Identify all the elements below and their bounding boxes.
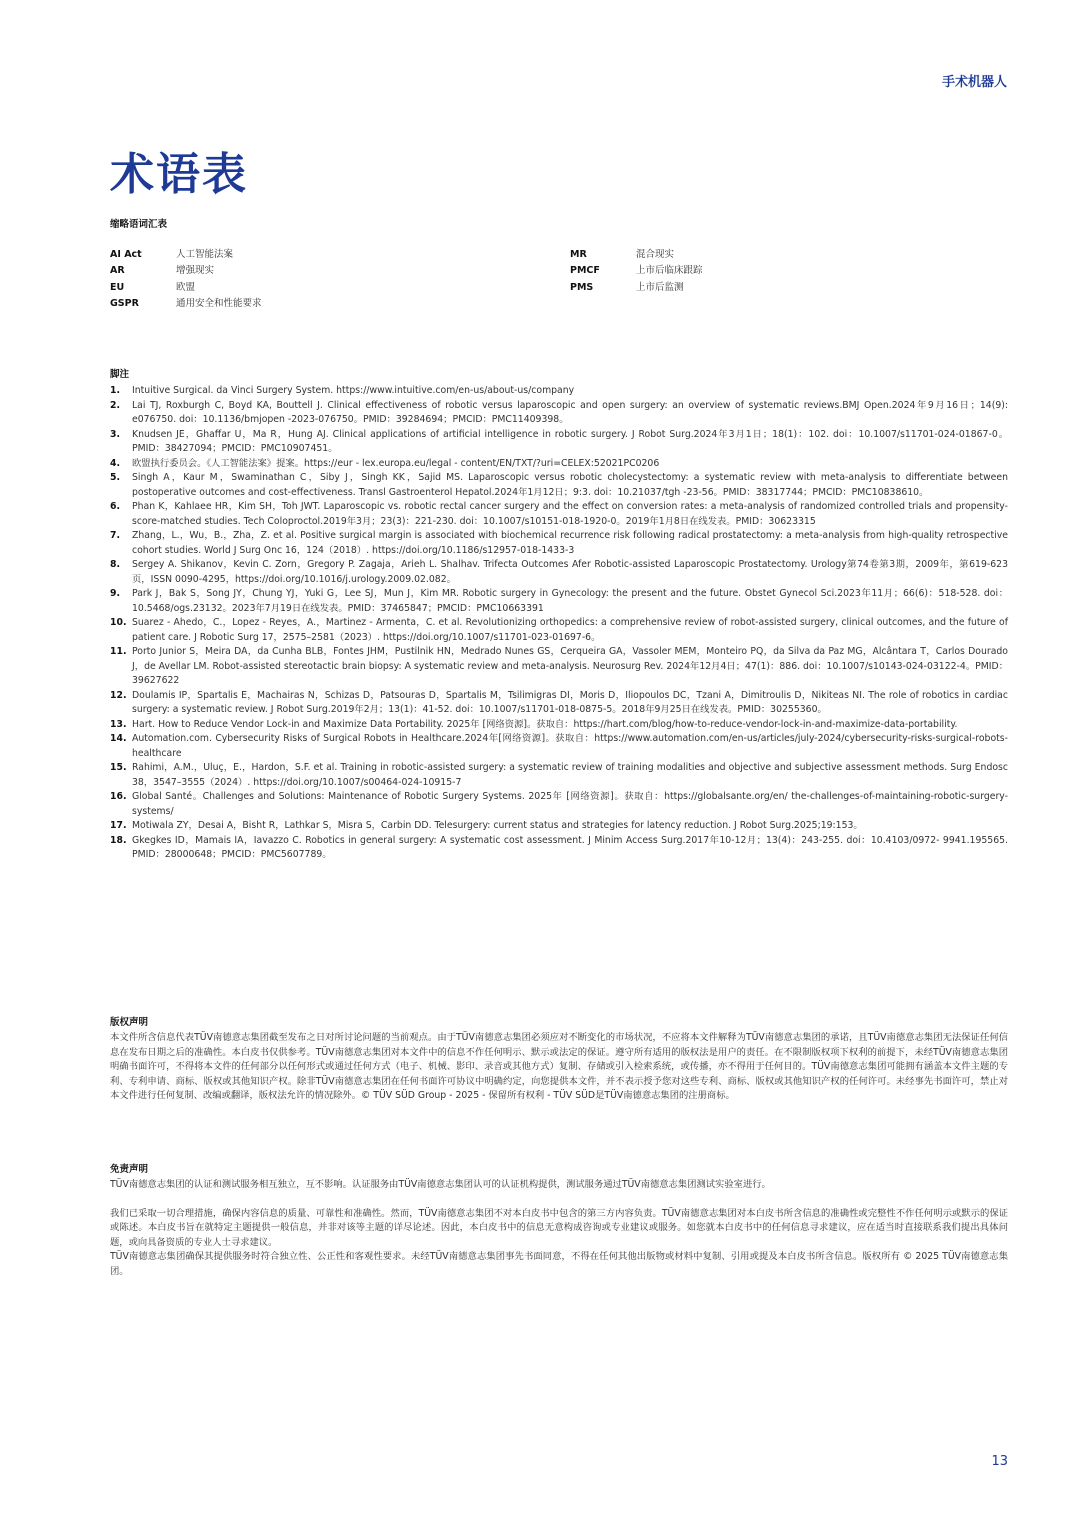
footnote-item [110,732,1008,761]
footnote-text: Suarez - Ahedo，C.，Lopez - Reyes，A.，Martinez - Armenta，C. et al. Revolutionizing orthopedics: a comprehensive review of robot-assisted surgery, clinical outcomes, and the future of patient care. J Robotic Surg 17，2575–2581（2023）. https://doi.org/10.1007/s11701-023-01697-6。 [132,617,1008,643]
footnote-number: 11. [110,646,127,657]
footnote-item [110,384,1008,399]
footnote-item [110,471,1008,500]
abbreviation-term: AI Act [110,249,142,260]
abbreviation-row [110,280,262,296]
abbreviation-list-right [570,247,703,296]
abbreviation-list-left [110,247,262,312]
footnote-item [110,399,1008,428]
footnote-number: 10. [110,617,127,628]
footnote-text: Knudsen JE，Ghaffar U，Ma R，Hung AJ. Clinical applications of artificial intelligence in robotic surgery. J Robot Surg.2024年3月1日；18(1)：102. doi：10.1007/s11701-024-01867-0。PMID：38427094；PMCID：PMC10907451。 [132,428,1008,454]
footnote-item [110,834,1008,863]
footnote-number: 4. [110,457,121,469]
abbreviation-definition: 混合现实 [636,249,675,260]
footnote-number: 5. [110,472,121,483]
disclaimer-paragraph: 我们已采取一切合理措施，确保内容信息的质量、可靠性和准确性。然而，TÜV南德意志集团不对本白皮书中包含的第三方内容负责。TÜV南德意志集团对本白皮书所含信息的准确性或完整性不作任何明示或默示的保证或陈述。本白皮书旨在就特定主题提供一般信息，并非对该等主题的详尽论述。因此，本白皮书中的信息无意构成咨询或专业建议或服务。如您就本白皮书中的任何信息寻求建议，应在适当时直接联系我们提出具体问题，或向具备资质的专业人士寻求建议。 [110,1207,1008,1248]
abbreviation-term: EU [110,281,125,293]
footnote-text: Doulamis IP，Spartalis E，Machairas N，Schizas D，Patsouras D，Spartalis M，Tsilimigras DI，Moris D，Iliopoulos DC，Tzani A，Dimitroulis D，Nikiteas NI. The role of robotics in cardiac surgery: a systematic review. J Robot Surg.2019年2月；13(1)：41-52. doi：10.1007/s11701-018-0875-5。2018年9月25日在线发表。PMID：30255360。 [132,689,1008,715]
abbreviation-definition: 上市后临床跟踪 [636,265,703,277]
abbreviation-definition: 人工智能法案 [176,249,234,260]
footnote-number: 3. [110,428,121,440]
footnote-number: 13. [110,718,127,730]
footnote-item [110,616,1008,645]
footnote-text: Motiwala ZY，Desai A，Bisht R，Lathkar S，Misra S，Carbin DD. Telesurgery: current status and strategies for latency reduction. J Robot Surg.2025;19:153。 [132,820,863,831]
footnote-number: 7. [110,530,121,541]
footnote-item [110,500,1008,529]
footnote-number: 17. [110,820,127,831]
footnote-list [110,384,1008,863]
footnote-number: 2. [110,399,121,411]
footnote-item [110,819,1008,834]
footnote-text: Phan K，Kahlaee HR，Kim SH，Toh JWT. Laparoscopic vs. robotic rectal cancer surgery and the effect on conversion rates: a meta-analysis of randomized controlled trials and propensity-score-matched studies. Tech Coloproctol.2019年3月；23(3)：221-230. doi：10.1007/s10151-018-1920-0。2019年1月8日在线发表。PMID：30623315 [132,501,1008,527]
abbreviation-row [570,263,703,279]
footnote-item [110,457,1008,472]
abbreviation-term: GSPR [110,297,139,309]
disclaimer-heading: 免责声明 [110,1164,149,1175]
footnote-text: 欧盟执行委员会。《人工智能法案》提案。https://eur - lex.europa.eu/legal - content/EN/TXT/?uri=CELEX:52021PC0206 [132,457,660,469]
footnote-text: Park J，Bak S，Song JY，Chung YJ，Yuki G，Lee SJ，Mun J，Kim MR. Robotic surgery in Gynecology: the present and the future. Obstet Gynecol Sci.2023年11月；66(6)：518-528. doi：10.5468/ogs.23132。2023年7月19日在线发表。PMID：37465847；PMCID：PMC10663391 [132,588,1008,614]
footnote-text: Porto Junior S，Meira DA，da Cunha BLB，Fontes JHM，Pustilnik HN，Medrado Nunes GS，Cerqueira GA，Vassoler MEM，Monteiro PQ，da Silva da Paz MG，Alcântara T，Carlos Dourado J，de Avellar LM. Robot-assisted stereotactic brain biopsy: A systematic review and meta-analysis. Neurosurg Rev. 2024年12月4日；47(1)：886. doi：10.1007/s10143-024-03122-4。PMID：39627622 [132,646,1008,686]
abbreviation-term: MR [570,249,587,260]
footnote-item [110,587,1008,616]
footnote-number: 16. [110,791,127,802]
disclaimer-section [110,1163,1008,1279]
abbreviation-row [110,263,262,279]
footnote-text: Sergey A. Shikanov，Kevin C. Zorn，Gregory P. Zagaja，Arieh L. Shalhav. Trifecta Outcomes Afer Robotic-assisted Laparoscopic Prostatectomy. Urology第74卷第3期，2009年，第619-623页，ISSN 0090-4295，https://doi.org/10.1016/j.urology.2009.02.082。 [132,559,1008,585]
abbreviation-row [570,247,703,263]
footnote-number: 6. [110,501,121,512]
header-tag: 手术机器人 [941,75,1007,90]
footnote-number: 18. [110,834,127,846]
abbreviation-row [110,247,262,263]
footnote-number: 12. [110,689,127,701]
disclaimer-paragraph: TÜV南德意志集团确保其提供服务时符合独立性、公正性和客观性要求。未经TÜV南德意志集团事先书面同意，不得在任何其他出版物或材料中复制、引用或提及本白皮书所含信息。版权所有 © 2025 TÜV南德意志集团。 [110,1251,1008,1277]
footnote-text: Global Santé。Challenges and Solutions: Maintenance of Robotic Surgery Systems. 2025年 [网络资源]。获取自：https://globalsante.org/en/ the-challenges-of-maintaining-robotic-surgery-systems/ [132,791,1008,817]
copyright-section [110,1016,1008,1104]
footnote-item [110,689,1008,718]
footnote-item [110,529,1008,558]
copyright-heading: 版权声明 [110,1017,149,1028]
footnote-item [110,761,1008,790]
page-number: 13 [991,1454,1008,1469]
disclaimer-paragraph: TÜV南德意志集团的认证和测试服务相互独立，互不影响。认证服务由TÜV南德意志集团认可的认证机构提供，测试服务通过TÜV南德意志集团测试实验室进行。 [110,1179,771,1190]
footnote-text: Intuitive Surgical. da Vinci Surgery System. https://www.intuitive.com/en-us/about-us/company [132,385,575,396]
footnote-number: 1. [110,385,121,396]
abbreviation-term: AR [110,265,125,277]
footnote-item [110,558,1008,587]
footnote-text: Gkegkes ID，Mamais IA，Iavazzo C. Robotics in general surgery: A systematic cost assessment. J Minim Access Surg.2017年10-12月；13(4)：243-255. doi：10.4103/0972- 9941.195565. PMID：28000648；PMCID：PMC5607789。 [132,834,1008,860]
footnote-number: 15. [110,762,127,773]
footnote-text: Singh A，Kaur M，Swaminathan C，Siby J，Singh KK，Sajid MS. Laparoscopic versus robotic cholecystectomy: a systematic review with meta-analysis to differentiate between postoperative outcomes and cost-effectiveness. Transl Gastroenterol Hepatol.2024年1月12日；9:3. doi：10.21037/tgh -23-56。PMID：38317744；PMCID：PMC10838610。 [132,472,1008,498]
footnote-text: Rahimi，A.M.，Uluç，E.，Hardon，S.F. et al. Training in robotic-assisted surgery: a systematic review of training modalities and objective and subjective assessment methods. Surg Endosc 38，3547–3555（2024）. https://doi.org/10.1007/s00464-024-10915-7 [132,762,1008,788]
page-title: 术语表 [110,149,248,200]
abbreviations-heading: 缩略语词汇表 [110,219,168,230]
footnote-text: Lai TJ, Roxburgh C, Boyd KA, Bouttell J. Clinical effectiveness of robotic versus laparoscopic and open surgery: an overview of systematic reviews.BMJ Open.2024年9月16日；14(9): e076750. doi：10.1136/bmjopen -2023-076750。PMID：39284694；PMCID：PMC11409398。 [132,399,1008,425]
footnote-number: 14. [110,733,127,744]
abbreviation-row [110,296,262,312]
footnote-item [110,645,1008,689]
abbreviation-row [570,280,703,296]
footnote-number: 8. [110,559,121,570]
footnote-item [110,718,1008,733]
abbreviation-definition: 上市后监测 [636,281,684,293]
footnote-item [110,790,1008,819]
footnote-item [110,428,1008,457]
footnote-text: Hart. How to Reduce Vendor Lock-in and Maximize Data Portability. 2025年 [网络资源]。获取自：https://hart.com/blog/how-to-reduce-vendor-lock-in-and-maximize-data-portability. [132,718,958,730]
abbreviation-definition: 增强现实 [176,265,215,277]
abbreviation-term: PMCF [570,265,600,277]
abbreviation-definition: 通用安全和性能要求 [176,297,262,309]
footnote-number: 9. [110,588,121,599]
abbreviation-term: PMS [570,281,594,293]
footnotes-heading: 脚注 [110,369,130,380]
abbreviation-definition: 欧盟 [176,281,196,293]
footnote-text: Automation.com. Cybersecurity Risks of Surgical Robots in Healthcare.2024年[网络资源]。获取自：https://www.automation.com/en-us/articles/july-2024/cybersecurity-risks-surgical-robots-healthcare [132,733,1008,759]
footnote-text: Zhang，L.，Wu，B.，Zha，Z. et al. Positive surgical margin is associated with biochemical recurrence risk following radical prostatectomy: a meta-analysis from high-quality retrospective cohort studies. World J Surg Onc 16，124（2018）. https://doi.org/10.1186/s12957-018-1433-3 [132,530,1008,556]
copyright-text: 本文件所含信息代表TÜV南德意志集团截至发布之日对所讨论问题的当前观点。由于TÜV南德意志集团必须应对不断变化的市场状况，不应将本文件解释为TÜV南德意志集团的承诺，且TÜV南德意志集团无法保证任何信息在发布日期之后的准确性。本白皮书仅供参考。TÜV南德意志集团对本文件中的信息不作任何明示、默示或法定的保证。遵守所有适用的版权法是用户的责任。在不限制版权项下权利的前提下，未经TÜV南德意志集团明确书面许可，不得将本文件的任何部分以任何形式或通过任何方式（电子、机械、影印、录音或其他方式）复制、存储或引入检索系统，或传播，亦不得用于任何目的。TÜV南德意志集团可能拥有涵盖本文件主题的专利、专利申请、商标、版权或其他知识产权。除非TÜV南德意志集团在任何书面许可协议中明确约定，向您提供本文件，并不表示授予您对这些专利、商标、版权或其他知识产权的任何许可。未经事先书面许可，禁止对本文件进行任何复制、改编或翻译，版权法允许的情况除外。© TÜV SÜD Group - 2025 - 保留所有权利 - TÜV SÜD是TÜV南德意志集团的注册商标。 [110,1032,1008,1101]
